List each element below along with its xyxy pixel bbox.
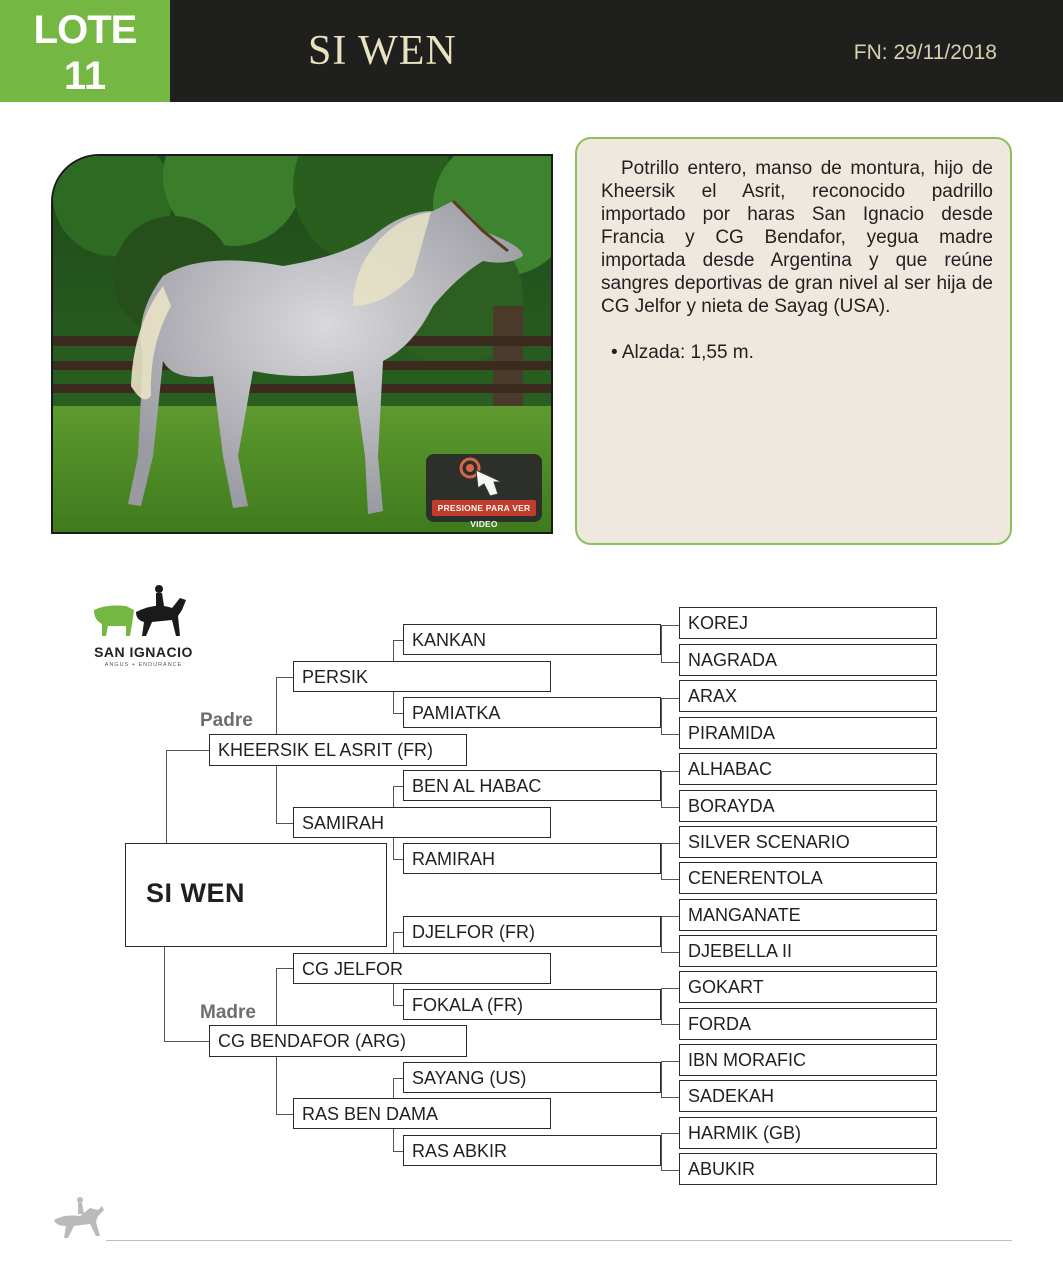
birth-date: FN: 29/11/2018 [853,41,997,64]
pedigree-gen3-box: PAMIATKA [403,697,661,728]
lote-number: 11 [63,54,107,98]
horse-rider-icon [50,1196,106,1242]
pedigree-gen4-box: BORAYDA [679,790,937,822]
pedigree-gen3-box: KANKAN [403,624,661,655]
pedigree-gen4-box: FORDA [679,1008,937,1040]
lote-label: LOTE [33,8,137,52]
pedigree-gen2-box: PERSIK [293,661,551,692]
padre-label: Padre [200,710,253,731]
pedigree-gen3-box: BEN AL HABAC [403,770,661,801]
madre-label: Madre [200,1002,256,1023]
pedigree-gen4-box: ARAX [679,680,937,712]
pedigree-gen2-box: SAMIRAH [293,807,551,838]
pedigree-gen4-box: CENERENTOLA [679,862,937,894]
pedigree-gen3-box: FOKALA (FR) [403,989,661,1020]
pedigree-dam: CG BENDAFOR (ARG) [209,1025,467,1057]
horse-name: SI WEN [308,28,457,74]
description-text: Potrillo entero, manso de montura, hijo de Kheersik el Asrit, reconocido padrillo importado por haras San Ignacio desde Francia y CG Bendafor, yegua madre importada desde Argentina y que reúne sangres deportivas de gran nivel al ser hija de CG Jelfor y nieta de Sayag (USA). [601,158,993,317]
pedigree-gen4-box: MANGANATE [679,899,937,931]
pedigree-gen4-box: ALHABAC [679,753,937,785]
pedigree-gen4-box: NAGRADA [679,644,937,676]
pedigree-subject-box [125,843,387,947]
touch-hand-icon [426,454,542,502]
pedigree-gen3-box: DJELFOR (FR) [403,916,661,947]
pedigree-gen3-box: SAYANG (US) [403,1062,661,1093]
logo-name: SAN IGNACIO [94,644,193,660]
lote-badge [0,0,170,102]
logo-emblem [86,580,201,644]
pedigree-gen4-box: IBN MORAFIC [679,1044,937,1076]
san-ignacio-logo [86,580,201,670]
pedigree-gen2-box: CG JELFOR [293,953,551,984]
pedigree-subject-name: SI WEN [146,878,246,908]
pedigree-gen4-box: PIRAMIDA [679,717,937,749]
pedigree-gen3-box: RAMIRAH [403,843,661,874]
pedigree-gen3-box: RAS ABKIR [403,1135,661,1166]
pedigree-gen4-box: DJEBELLA II [679,935,937,967]
pedigree-gen4-box: SADEKAH [679,1080,937,1112]
pedigree-gen2-box: RAS BEN DAMA [293,1098,551,1129]
description-panel [575,137,1012,545]
pedigree-gen4-box: KOREJ [679,607,937,639]
alzada-bullet: • Alzada: 1,55 m. [611,342,754,363]
pedigree-gen4-box: SILVER SCENARIO [679,826,937,858]
pedigree-gen4-box: HARMIK (GB) [679,1117,937,1149]
play-video-label: PRESIONE PARA VER VIDEO [432,500,536,516]
logo-tagline: ANGUS + ENDURANCE [104,662,183,668]
pedigree-gen4-box: GOKART [679,971,937,1003]
footer-divider [106,1240,1012,1241]
play-video-button[interactable] [426,454,542,529]
pedigree-gen4-box: ABUKIR [679,1153,937,1185]
pedigree-sire: KHEERSIK EL ASRIT (FR) [209,734,467,766]
